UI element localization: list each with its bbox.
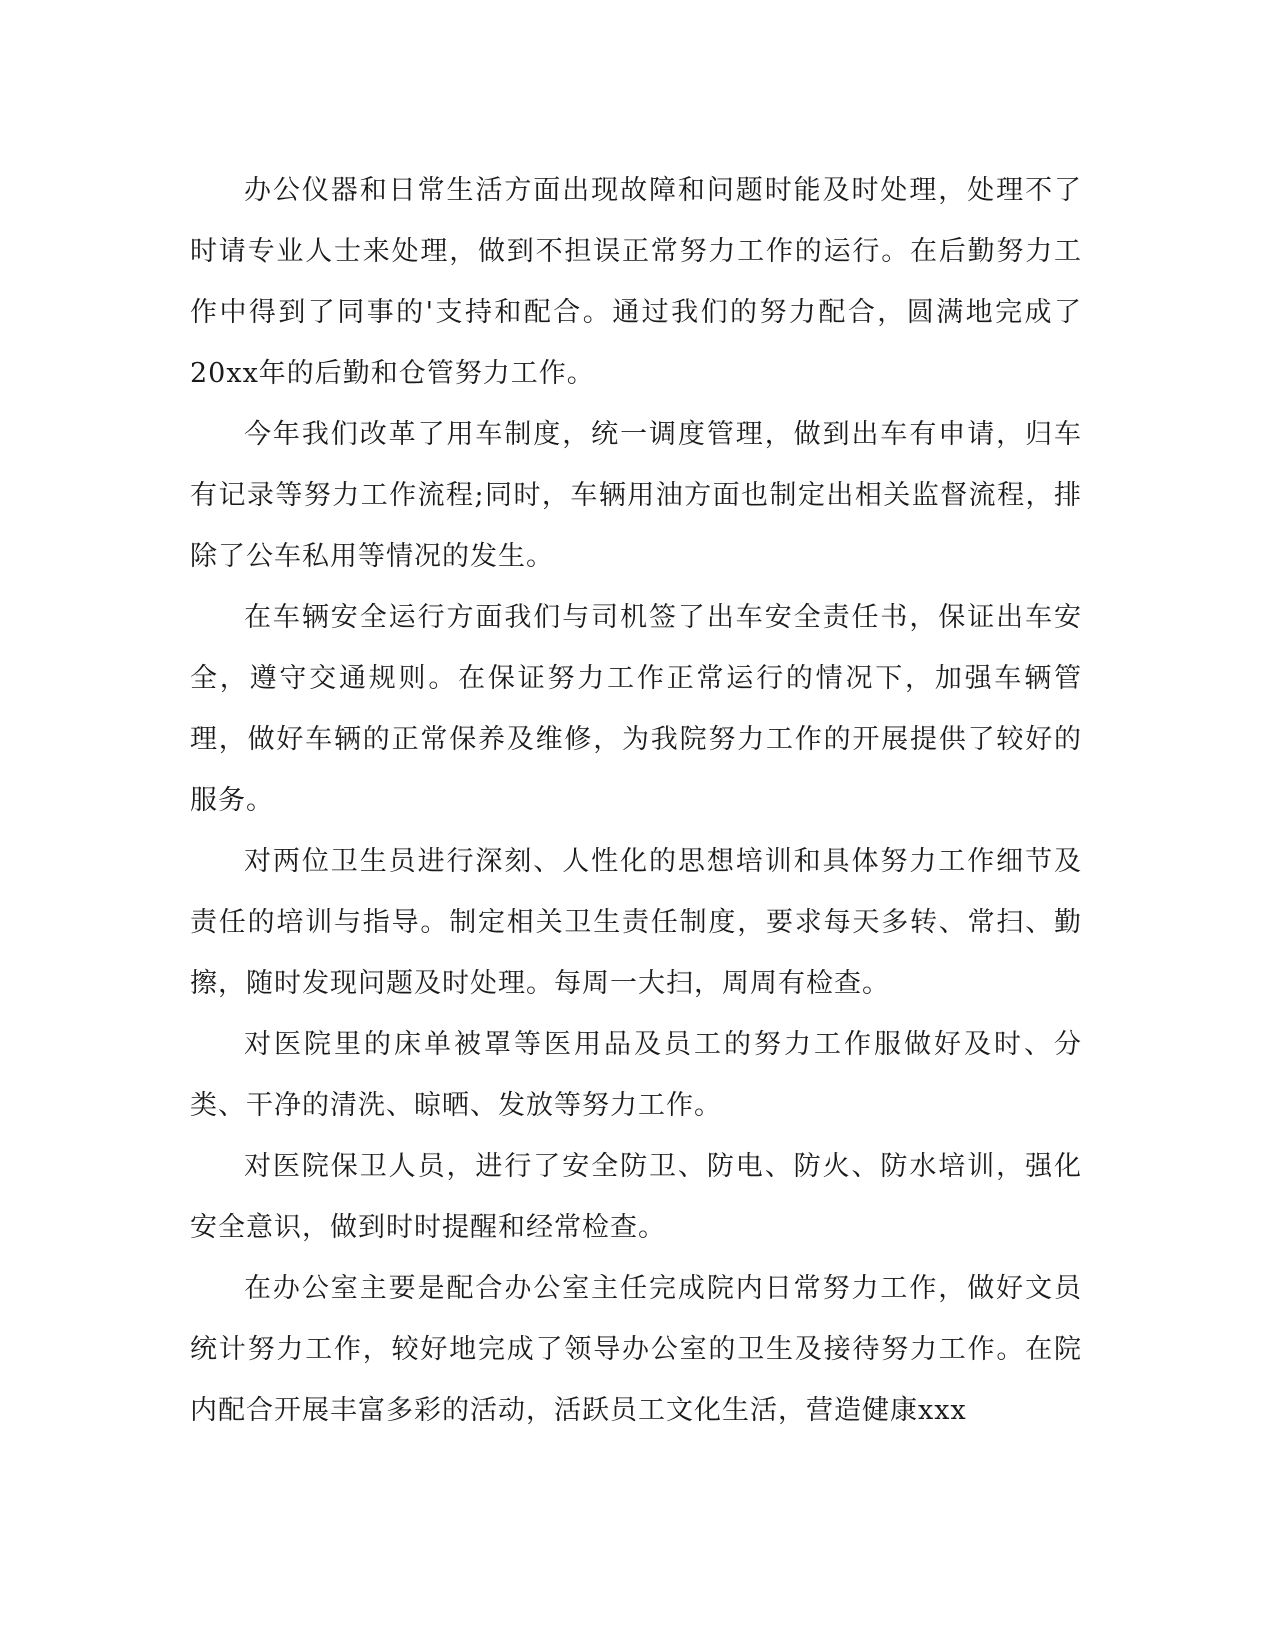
paragraph: 对医院保卫人员，进行了安全防卫、防电、防火、防水培训，强化安全意识，做到时时提醒和经常检查。 xyxy=(190,1151,1082,1243)
paragraph: 办公仪器和日常生活方面出现故障和问题时能及时处理，处理不了时请专业人士来处理，做到不担误正常努力工作的运行。在后勤努力工作中得到了同事的'支持和配合。通过我们的努力配合，圆满地完成了20xx年的后勤和仓管努力工作。 xyxy=(190,175,1082,389)
paragraph: 今年我们改革了用车制度，统一调度管理，做到出车有申请，归车有记录等努力工作流程;同时，车辆用油方面也制定出相关监督流程，排除了公车私用等情况的发生。 xyxy=(190,419,1082,572)
paragraph: 对医院里的床单被罩等医用品及员工的努力工作服做好及时、分类、干净的清洗、晾晒、发放等努力工作。 xyxy=(190,1029,1082,1121)
paragraph: 在办公室主要是配合办公室主任完成院内日常努力工作，做好文员统计努力工作，较好地完成了领导办公室的卫生及接待努力工作。在院内配合开展丰富多彩的活动，活跃员工文化生活，营造健康xxx xyxy=(190,1273,1082,1426)
paragraph: 在车辆安全运行方面我们与司机签了出车安全责任书，保证出车安全，遵守交通规则。在保证努力工作正常运行的情况下，加强车辆管理，做好车辆的正常保养及维修，为我院努力工作的开展提供了较好的服务。 xyxy=(190,602,1082,816)
paragraph: 对两位卫生员进行深刻、人性化的思想培训和具体努力工作细节及责任的培训与指导。制定相关卫生责任制度，要求每天多转、常扫、勤擦，随时发现问题及时处理。每周一大扫，周周有检查。 xyxy=(190,846,1082,999)
document-body xyxy=(190,160,1082,1441)
